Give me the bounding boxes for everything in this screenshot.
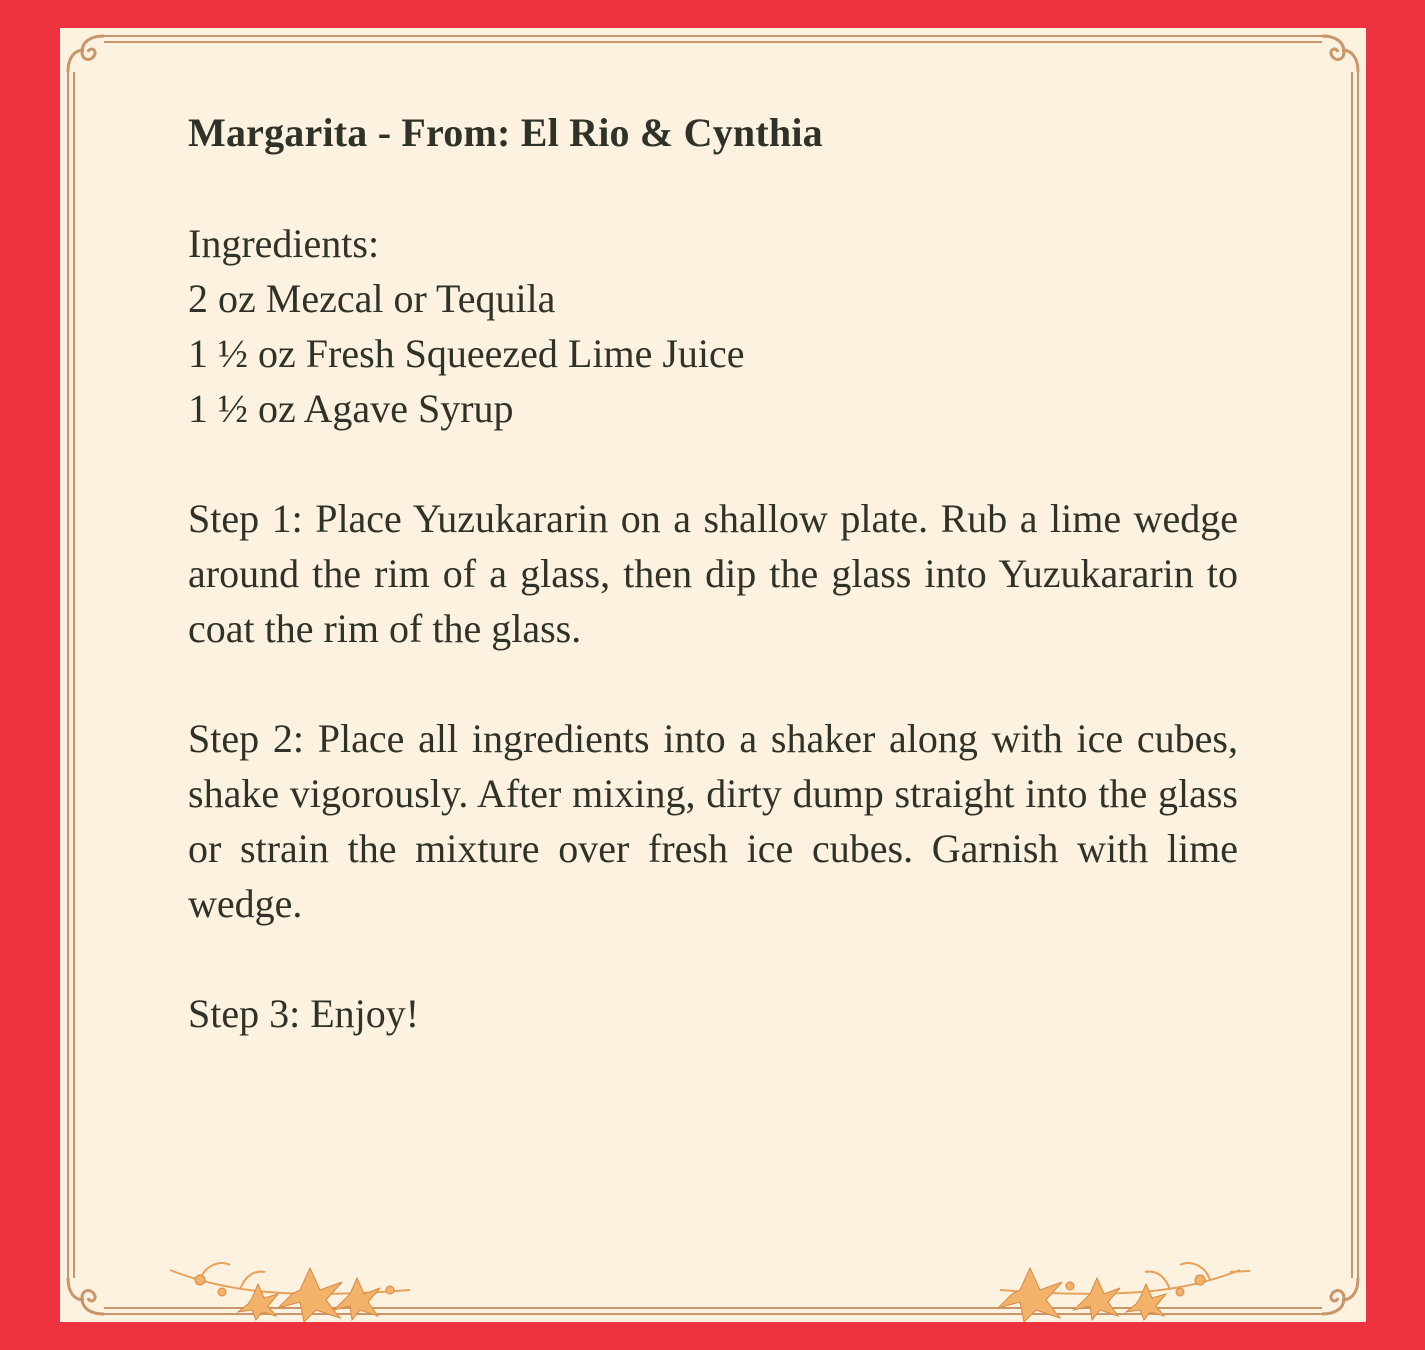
- recipe-title: Margarita - From: El Rio & Cynthia: [188, 110, 823, 155]
- scroll-flourish-icon: [1322, 36, 1358, 72]
- ingredient-item: 2 oz Mezcal or Tequila: [188, 276, 556, 321]
- scroll-flourish-icon: [1322, 1278, 1358, 1314]
- step-2: Step 2: Place all ingredients into a shaker along with ice cubes, shake vigorously. After mixing, dirty dump straight into the glass or strain the mixture over fresh ice cubes. Garnish with lime wedge.: [188, 716, 1238, 926]
- ingredients-heading: Ingredients:: [188, 221, 380, 266]
- lily-flower-icon: [990, 1250, 1250, 1322]
- lily-flower-icon: [160, 1250, 420, 1322]
- ingredients-section: [188, 216, 1238, 436]
- ingredient-item: 1 ½ oz Fresh Squeezed Lime Juice: [188, 331, 745, 376]
- recipe-card: [60, 28, 1366, 1322]
- scroll-flourish-icon: [68, 36, 104, 72]
- step-1: Step 1: Place Yuzukararin on a shallow plate. Rub a lime wedge around the rim of a glass, then dip the glass into Yuzukararin to coat the rim of the glass.: [188, 496, 1238, 651]
- step-3: Step 3: Enjoy!: [188, 991, 420, 1036]
- ingredient-item: 1 ½ oz Agave Syrup: [188, 386, 514, 431]
- scroll-flourish-icon: [68, 1278, 104, 1314]
- recipe-content: [188, 106, 1238, 1096]
